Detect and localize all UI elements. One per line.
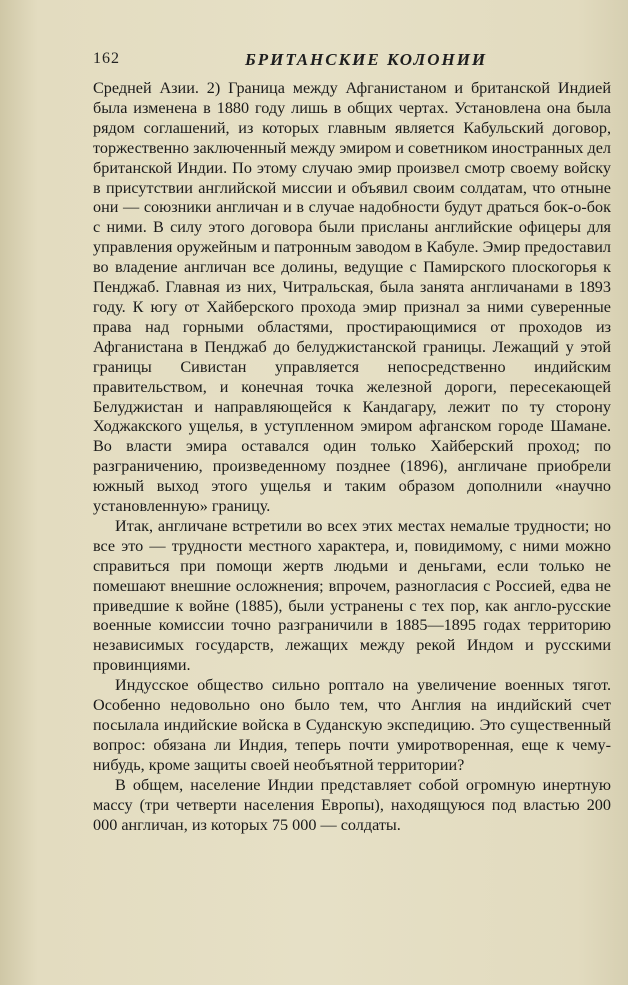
paragraph: Итак, англичане встретили во всех этих местах немалые трудности; но все это — трудности местного характера, и, повидимому, с ними можно справиться при помощи жертв людьми и деньгами, если только не помешают внешние осложнения; впрочем, разногласия с Россией, едва не приведшие к войне (1885), были устранены с тех пор, как англо-русские военные комиссии точно разграничили в 1885—1895 годах территорию независимых государств, лежащих между рекой Индом и русскими провинциями. [93,516,611,675]
paragraph: Индусское общество сильно роптало на увеличение военных тягот. Особенно недовольно оно было тем, что Англия на индийский счет посылала индийские войска в Суданскую экспедицию. Это существенный вопрос: обязана ли Индия, теперь почти умиротворенная, еще к чему-нибудь, кроме защиты своей необъятной территории? [93,676,611,774]
page-number: 162 [93,50,120,67]
paragraph: Средней Азии. 2) Граница между Афганистаном и британской Индией была изменена в 1880 году лишь в общих чертах. Установлена она была рядом соглашений, из которых главным является Кабульский договор, торжественно заключенный между эмиром и советником иностранных дел британской Индии. По этому случаю эмир произвел смотр своему войску в присутствии английской миссии и объявил своим солдатам, что отныне они — союзники англичан и в случае надобности будут драться бок-о-бок с ними. В силу этого договора были присланы английские офицеры для управления оружейным и патронным заводом в Кабуле. Эмир предоставил во владение англичан все долины, ведущие с Памирского плоскогорья к Пенджаб. Главная из них, Читральская, была занята англичанами в 1893 году. К югу от Хайберского прохода эмир признал за ними суверенные права над горными областями, простирающимися от проходов из Афганистана в Пенджаб до белуджистанской границы. Лежащий у этой границы Сивистан управляется непосредственно индийским правительством, и конечная точка железной дороги, пересекающей Белуджистан и направляющейся к Кандагару, лежит по ту сторону Ходжакского ущелья, в уступленном эмиром афганском городе Шамане. Во власти эмира оставался один только Хайберский проход; по разграничению, произведенному позднее (1896), англичане приобрели южный выход этого ущелья и таким образом дополнили «научно установленную» границу. [93,79,611,516]
page-header [93,50,613,74]
body-text [93,79,611,835]
running-title: БРИТАНСКИЕ КОЛОНИИ [245,50,488,69]
paragraph: В общем, население Индии представляет собой огромную инертную массу (три четверти населения Европы), находящуюся под властью 200 000 англичан, из которых 75 000 — солдаты. [93,775,611,834]
